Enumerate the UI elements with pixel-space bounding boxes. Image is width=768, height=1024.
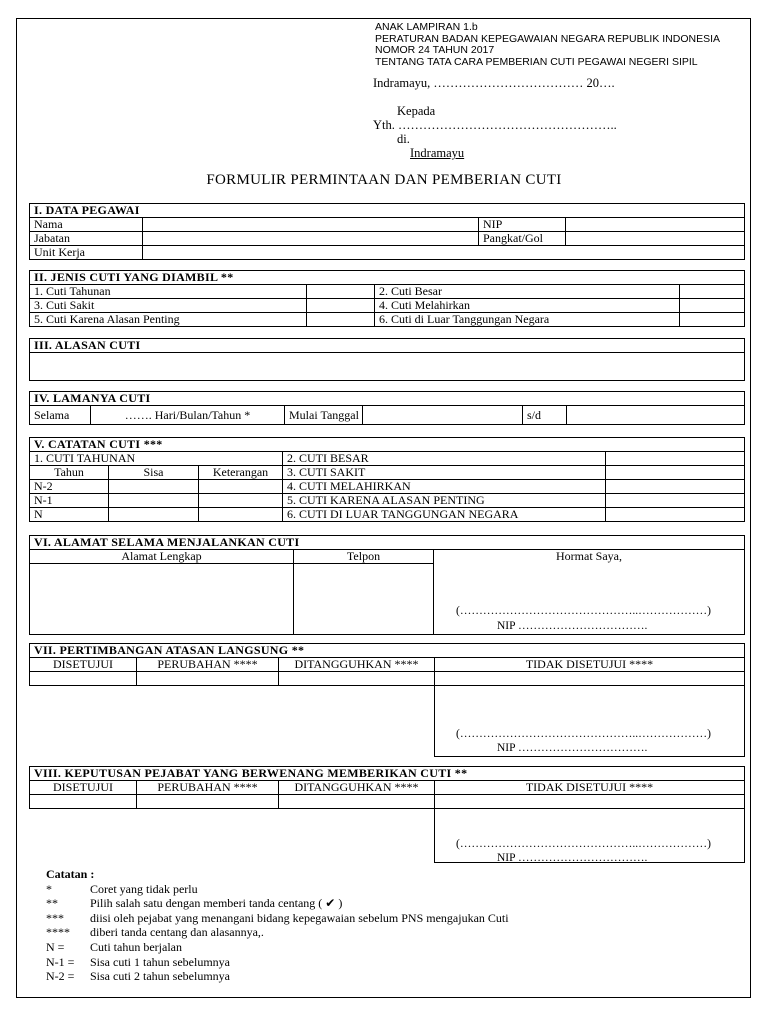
col-perubahan: PERUBAHAN **** xyxy=(137,781,279,795)
row-label: N-1 xyxy=(30,494,109,508)
hormat-saya-cell: Hormat Saya, xyxy=(434,550,745,635)
check-cell[interactable] xyxy=(137,672,279,686)
section-heading: II. JENIS CUTI YANG DIAMBIL ** xyxy=(30,271,745,285)
pangkat-field[interactable] xyxy=(566,232,745,246)
section-heading: III. ALASAN CUTI xyxy=(30,339,745,353)
notes-title: Catatan : xyxy=(46,867,95,881)
check-cell[interactable] xyxy=(680,285,745,299)
note-item: N-2 = Sisa cuti 2 tahun sebelumnya xyxy=(46,969,230,984)
end-date-field[interactable] xyxy=(567,406,745,425)
pangkat-label: Pangkat/Gol xyxy=(479,232,566,246)
note-item: **** diberi tanda centang dan alasannya,. xyxy=(46,925,264,940)
section-data-pegawai xyxy=(29,203,745,260)
note-item: *** diisi oleh pejabat yang menangani bidang kepegawaian sebelum PNS mengajukan Cuti xyxy=(46,910,509,925)
alamat-field[interactable] xyxy=(30,564,294,635)
telpon-field[interactable] xyxy=(294,564,434,635)
section-heading: IV. LAMANYA CUTI xyxy=(30,392,745,406)
selama-label: Selama xyxy=(30,406,91,425)
di-label: di. xyxy=(397,132,410,146)
signature-line: (………………………………………..………………) xyxy=(456,838,711,850)
jenis-item: 5. Cuti Karena Alasan Penting xyxy=(30,313,307,327)
keterangan-field[interactable] xyxy=(199,480,283,494)
jenis-item: 4. Cuti Melahirkan xyxy=(375,299,680,313)
sisa-field[interactable] xyxy=(109,480,199,494)
check-cell[interactable] xyxy=(435,795,745,809)
yth-line: Yth. …………………………………………….. xyxy=(373,118,617,132)
section-heading: VIII. KEPUTUSAN PEJABAT YANG BERWENANG MEMBERIKAN CUTI ** xyxy=(30,767,745,781)
catatan-field[interactable] xyxy=(606,480,745,494)
jenis-item: 1. Cuti Tahunan xyxy=(30,285,307,299)
check-cell[interactable] xyxy=(307,313,375,327)
sd-label: s/d xyxy=(523,406,567,425)
duration-field[interactable]: ……. Hari/Bulan/Tahun * xyxy=(91,406,285,425)
mulai-label: Mulai Tanggal xyxy=(285,406,363,425)
nama-field[interactable] xyxy=(143,218,479,232)
note-item: * Coret yang tidak perlu xyxy=(46,881,198,896)
catatan-field[interactable] xyxy=(606,452,745,466)
jabatan-field[interactable] xyxy=(143,232,479,246)
section-catatan-cuti xyxy=(29,437,745,522)
check-cell[interactable] xyxy=(279,795,435,809)
check-cell[interactable] xyxy=(435,672,745,686)
alamat-label: Alamat Lengkap xyxy=(30,550,294,564)
col-sisa: Sisa xyxy=(109,466,199,480)
telpon-label: Telpon xyxy=(294,550,434,564)
place-date: Indramayu, ……………………………… 20…. xyxy=(373,76,615,90)
catatan-field[interactable] xyxy=(606,494,745,508)
check-cell[interactable] xyxy=(279,672,435,686)
start-date-field[interactable] xyxy=(363,406,523,425)
section-alasan-cuti xyxy=(29,338,745,381)
header-line: PERATURAN BADAN KEPEGAWAIAN NEGARA REPUBLIK INDONESIA xyxy=(375,32,721,45)
note-item: N = Cuti tahun berjalan xyxy=(46,939,182,954)
sisa-field[interactable] xyxy=(109,494,199,508)
sisa-field[interactable] xyxy=(109,508,199,522)
cuti-tahunan-label: 1. CUTI TAHUNAN xyxy=(30,452,283,466)
header-line: TENTANG TATA CARA PEMBERIAN CUTI PEGAWAI NEGERI SIPIL xyxy=(375,55,698,68)
keterangan-field[interactable] xyxy=(199,508,283,522)
jenis-item: 3. Cuti Sakit xyxy=(30,299,307,313)
alasan-field[interactable] xyxy=(30,353,745,381)
catatan-item: 5. CUTI KARENA ALASAN PENTING xyxy=(283,494,606,508)
col-ditangguhkan: DITANGGUHKAN **** xyxy=(279,658,435,672)
catatan-field[interactable] xyxy=(606,466,745,480)
check-cell[interactable] xyxy=(680,299,745,313)
unit-label: Unit Kerja xyxy=(30,246,143,260)
nip-line: NIP ……………………………. xyxy=(497,852,648,864)
catatan-field[interactable] xyxy=(606,508,745,522)
nip-label: NIP xyxy=(479,218,566,232)
row-label: N-2 xyxy=(30,480,109,494)
check-cell[interactable] xyxy=(680,313,745,327)
col-ditangguhkan: DITANGGUHKAN **** xyxy=(279,781,435,795)
note-item: N-1 = Sisa cuti 1 tahun sebelumnya xyxy=(46,954,230,969)
col-tahun: Tahun xyxy=(30,466,109,480)
section-heading: I. DATA PEGAWAI xyxy=(30,204,745,218)
jenis-item: 6. Cuti di Luar Tanggungan Negara xyxy=(375,313,680,327)
nip-line: NIP ……………………………. xyxy=(497,742,648,754)
col-tidak-disetujui: TIDAK DISETUJUI **** xyxy=(435,658,745,672)
section-jenis-cuti xyxy=(29,270,745,327)
section-heading: VII. PERTIMBANGAN ATASAN LANGSUNG ** xyxy=(30,644,745,658)
catatan-item: 2. CUTI BESAR xyxy=(283,452,606,466)
check-cell[interactable] xyxy=(30,672,137,686)
signature-line: (………………………………………..………………) xyxy=(456,728,711,740)
note-item: ** Pilih salah satu dengan memberi tanda centang ( ✔ ) xyxy=(46,896,343,911)
jenis-item: 2. Cuti Besar xyxy=(375,285,680,299)
col-tidak-disetujui: TIDAK DISETUJUI **** xyxy=(435,781,745,795)
header-line: ANAK LAMPIRAN 1.b xyxy=(375,21,478,33)
check-cell[interactable] xyxy=(30,795,137,809)
header-line: NOMOR 24 TAHUN 2017 xyxy=(375,44,495,56)
city-name: Indramayu xyxy=(410,146,465,160)
col-disetujui: DISETUJUI xyxy=(30,781,137,795)
kepada-label: Kepada xyxy=(397,104,436,118)
col-keterangan: Keterangan xyxy=(199,466,283,480)
section-lamanya-cuti xyxy=(29,391,745,425)
unit-field[interactable] xyxy=(143,246,745,260)
catatan-item: 4. CUTI MELAHIRKAN xyxy=(283,480,606,494)
col-disetujui: DISETUJUI xyxy=(30,658,137,672)
signature-line: (………………………………………..………………) xyxy=(456,605,711,617)
notes-section xyxy=(46,867,509,984)
nama-label: Nama xyxy=(30,218,143,232)
section-heading: VI. ALAMAT SELAMA MENJALANKAN CUTI xyxy=(30,536,745,550)
section-heading: V. CATATAN CUTI *** xyxy=(30,438,745,452)
nip-line: NIP ……………………………. xyxy=(497,620,648,632)
catatan-item: 6. CUTI DI LUAR TANGGUNGAN NEGARA xyxy=(283,508,606,522)
nip-field[interactable] xyxy=(566,218,745,232)
keterangan-field[interactable] xyxy=(199,494,283,508)
check-cell[interactable] xyxy=(307,285,375,299)
check-cell[interactable] xyxy=(137,795,279,809)
row-label: N xyxy=(30,508,109,522)
form-title: FORMULIR PERMINTAAN DAN PEMBERIAN CUTI xyxy=(206,172,562,188)
col-perubahan: PERUBAHAN **** xyxy=(137,658,279,672)
catatan-item: 3. CUTI SAKIT xyxy=(283,466,606,480)
regulation-header xyxy=(375,22,720,68)
check-cell[interactable] xyxy=(307,299,375,313)
jabatan-label: Jabatan xyxy=(30,232,143,246)
